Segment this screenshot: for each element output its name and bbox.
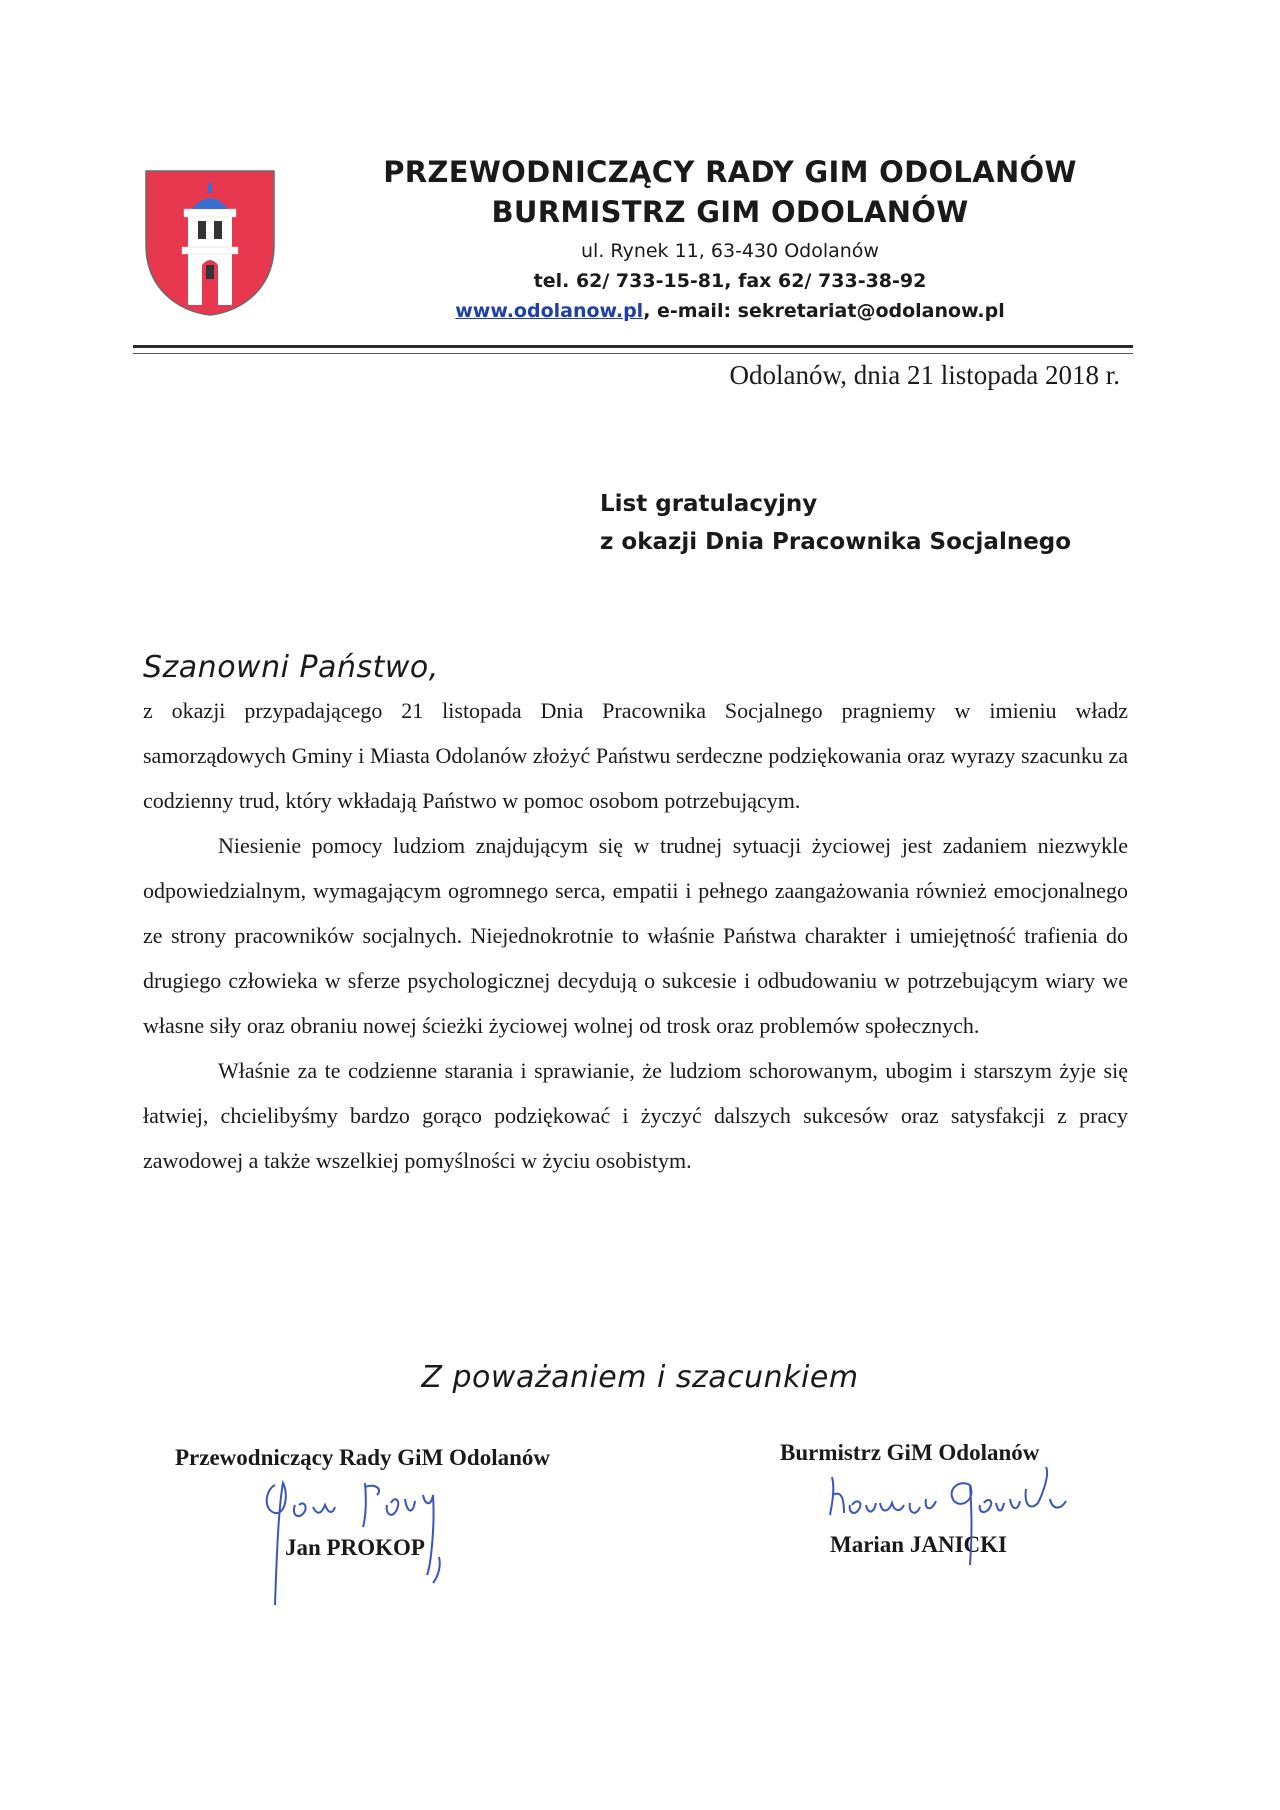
closing-phrase: Z poważaniem i szacunkiem xyxy=(421,1360,859,1395)
signatory-left-title: Przewodniczący Rady GiM Odolanów xyxy=(175,1445,550,1470)
body-paragraph-3: Właśnie za te codzienne starania i sprawianie, że ludziom schorowanym, ubogim i starszym żyje się łatwiej, chcielibyśmy bardzo gorąco podziękować i życzyć dalszych sukcesów oraz satysfakcji z pracy zawodowej a także wszelkiej pomyślności w życiu osobistym. xyxy=(143,1058,1128,1173)
body-paragraph-1: z okazji przypadającego 21 listopada Dnia Pracownika Socjalnego pragniemy w imieniu władz samorządowych Gminy i Miasta Odolanów złożyć Państwu serdeczne podziękowania oraz wyrazy szacunku za codzienny trud, który wkładają Państwo w pomoc osobom potrzebującym. xyxy=(143,698,1128,813)
signature-left-handwritten xyxy=(255,1465,485,1615)
signature-right-handwritten xyxy=(820,1455,1080,1575)
salutation: Szanowni Państwo, xyxy=(143,650,439,685)
letterhead-title-mayor: BURMISTRZ GIM ODOLANÓW xyxy=(491,195,969,229)
letter-body xyxy=(143,688,1128,1183)
body-paragraph-2: Niesienie pomocy ludziom znajdującym się w trudnej sytuacji życiowej jest zadaniem niezwykle odpowiedzialnym, wymagającym ogromnego serca, empatii i pełnego zaangażowania również emocjonalnego ze strony pracowników socjalnych. Niejednokrotnie to właśnie Państwa charakter i umiejętność trafienia do drugiego człowieka w sferze psychologicznej decydują o sukcesie i odbudowaniu w potrzebującym wiary we własne siły oraz obraniu nowej ścieżki życiowej wolnej od trosk oraz problemów społecznych. xyxy=(143,833,1128,1038)
letterhead xyxy=(300,152,1160,326)
signatory-right-title: Burmistrz GiM Odolanów xyxy=(780,1440,1040,1465)
letter-date: Odolanów, dnia 21 listopada 2018 r. xyxy=(729,360,1120,390)
coat-of-arms-logo xyxy=(140,165,280,320)
subject-line-1: List gratulacyjny xyxy=(600,491,818,517)
letterhead-address: ul. Rynek 11, 63-430 Odolanów xyxy=(581,240,879,262)
letterhead-title-council: PRZEWODNICZĄCY RADY GIM ODOLANÓW xyxy=(383,155,1077,189)
subject-line-2: z okazji Dnia Pracownika Socjalnego xyxy=(600,529,1072,555)
signatory-left-name: Jan PROKOP xyxy=(285,1535,425,1560)
letterhead-phone: tel. 62/ 733-15-81, fax 62/ 733-38-92 xyxy=(533,270,927,292)
letter-subject xyxy=(600,485,1071,561)
signatory-right-name: Marian JANICKI xyxy=(830,1532,1007,1557)
website-link[interactable]: www.odolanow.pl xyxy=(455,300,644,322)
header-divider-thin xyxy=(133,353,1133,354)
email-text: , e-mail: sekretariat@odolanow.pl xyxy=(643,300,1005,322)
header-divider xyxy=(133,345,1133,348)
letterhead-contact xyxy=(300,296,1160,326)
